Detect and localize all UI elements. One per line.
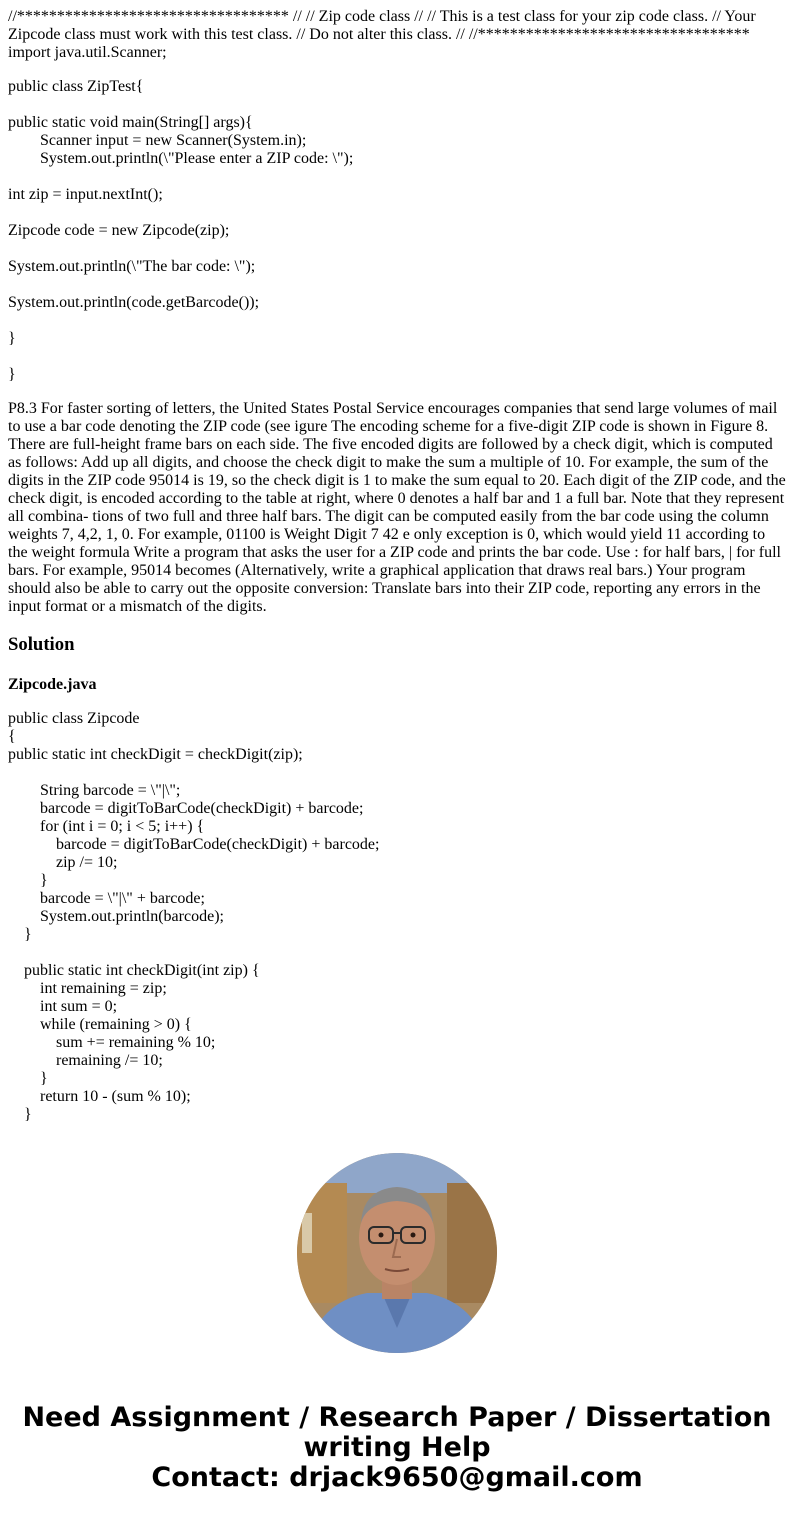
code-line: barcode = \"|\" + barcode; xyxy=(8,890,205,907)
solution-code-block xyxy=(8,710,786,1124)
code-line: System.out.println(\"The bar code: \"); xyxy=(8,258,256,275)
code-line: public static int checkDigit(int zip) { xyxy=(8,962,260,979)
code-line: String barcode = \"|\"; xyxy=(8,782,181,799)
code-line: } xyxy=(8,1106,32,1123)
code-line: int remaining = zip; xyxy=(8,980,167,997)
code-line xyxy=(8,96,786,114)
promo-contact: Contact: drjack9650@gmail.com xyxy=(151,1462,643,1493)
code-line: zip /= 10; xyxy=(8,854,118,871)
header-comment xyxy=(8,8,786,62)
promo-banner xyxy=(0,1403,794,1493)
code-line xyxy=(8,276,786,294)
code-line xyxy=(8,312,786,330)
code-line xyxy=(8,168,786,186)
solution-filename: Zipcode.java xyxy=(8,676,97,693)
code-line: } xyxy=(8,872,48,889)
code-line xyxy=(8,240,786,258)
code-line xyxy=(8,204,786,222)
code-line: } xyxy=(8,1070,48,1087)
code-line: for (int i = 0; i < 5; i++) { xyxy=(8,818,205,835)
code-line: { xyxy=(8,728,16,745)
promo-line-1: Need Assignment / Research Paper / Dissertation xyxy=(22,1402,772,1433)
code-line: Scanner input = new Scanner(System.in); xyxy=(8,132,307,149)
header-comment-text: //********************************** // // Zip code class // // This is a test class for your zip code class. // Your Zipcode class must work with this test class. // Do not alter this class. // //********************************** import java.util.Scanner; xyxy=(8,8,760,61)
code-line: } xyxy=(8,366,16,383)
code-line xyxy=(8,764,786,782)
code-line: remaining /= 10; xyxy=(8,1052,163,1069)
code-line: return 10 - (sum % 10); xyxy=(8,1088,191,1105)
author-photo-illustration xyxy=(297,1153,497,1353)
code-line: sum += remaining % 10; xyxy=(8,1034,216,1051)
code-line: System.out.println(barcode); xyxy=(8,908,224,925)
code-line: public static void main(String[] args){ xyxy=(8,114,253,131)
test-code-block xyxy=(8,78,786,384)
code-line: public class Zipcode xyxy=(8,710,140,727)
code-line: int sum = 0; xyxy=(8,998,118,1015)
document-page xyxy=(8,8,786,1124)
promo-line-2: writing Help xyxy=(303,1432,491,1463)
code-line: } xyxy=(8,926,32,943)
problem-statement: P8.3 For faster sorting of letters, the United States Postal Service encourages companies that send large volumes of mail to use a bar code denoting the ZIP code (see igure The encoding scheme for a five-digit ZIP code is shown in Figure 8. There are full-height frame bars on each side. The five encoded digits are followed by a check digit, which is computed as follows: Add up all digits, and choose the check digit to make the sum a multiple of 10. For example, the sum of the digits in the ZIP code 95014 is 19, so the check digit is 1 to make the sum equal to 20. Each digit of the ZIP code, and the check digit, is encoded according to the table at right, where 0 denotes a half bar and 1 a full bar. Note that they represent all combina- tions of two full and three half bars. The digit can be computed easily from the bar code using the column weights 7, 4,2, 1, 0. For example, 01100 is Weight Digit 7 42 e only exception is 0, which would yield 11 according to the weight formula Write a program that asks the user for a ZIP code and prints the bar code. Use : for half bars, | for full bars. For example, 95014 becomes (Alternatively, write a graphical application that draws real bars.) Your program should also be able to carry out the opposite conversion: Translate bars into their ZIP code, reporting any errors in the input format or a mismatch of the digits. xyxy=(8,400,786,615)
code-line: System.out.println(\"Please enter a ZIP code: \"); xyxy=(8,150,354,167)
code-line: barcode = digitToBarCode(checkDigit) + barcode; xyxy=(8,836,380,853)
code-line: Zipcode code = new Zipcode(zip); xyxy=(8,222,230,239)
solution-heading: Solution xyxy=(8,634,75,655)
code-line: } xyxy=(8,330,16,347)
code-line: public static int checkDigit = checkDigit(zip); xyxy=(8,746,303,763)
code-line xyxy=(8,944,786,962)
code-line xyxy=(8,348,786,366)
code-line: int zip = input.nextInt(); xyxy=(8,186,163,203)
code-line: System.out.println(code.getBarcode()); xyxy=(8,294,260,311)
code-line: public class ZipTest{ xyxy=(8,78,144,95)
author-avatar xyxy=(297,1153,497,1353)
code-line: while (remaining > 0) { xyxy=(8,1016,192,1033)
code-line: barcode = digitToBarCode(checkDigit) + barcode; xyxy=(8,800,364,817)
